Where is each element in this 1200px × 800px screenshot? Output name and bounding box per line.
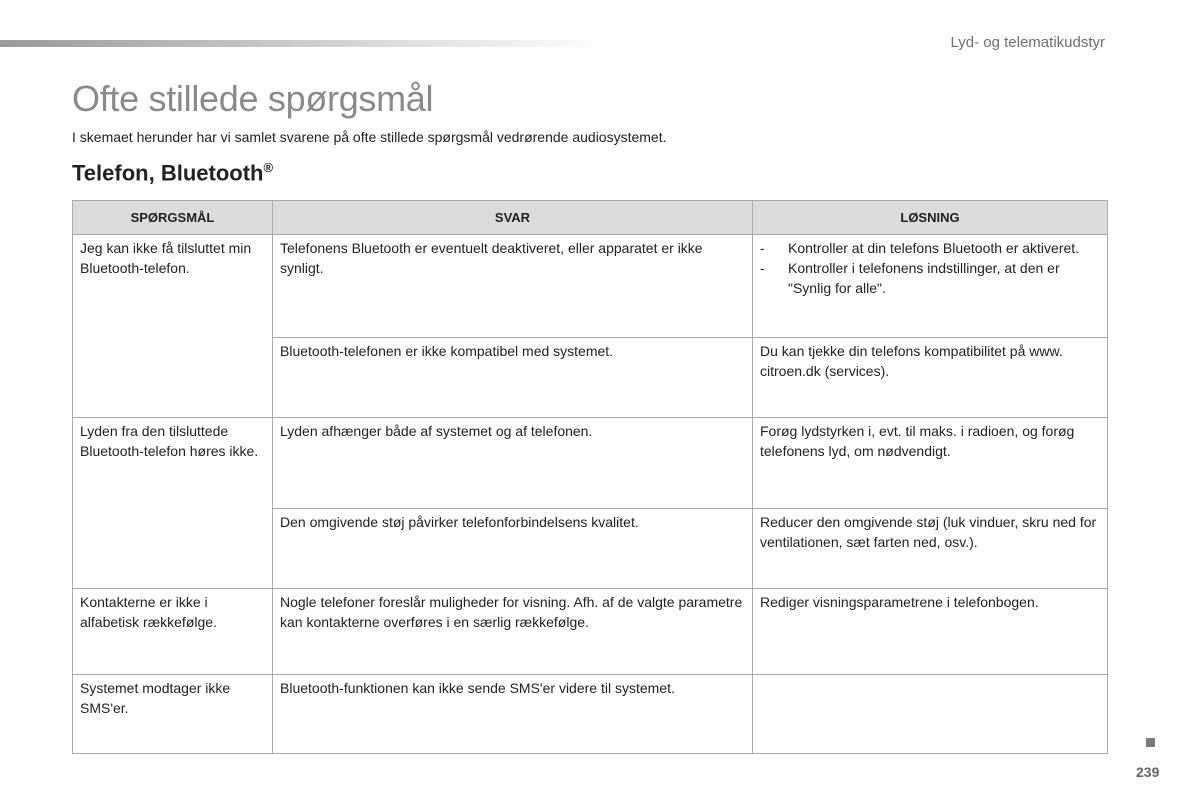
column-header-answer: SVAR xyxy=(273,201,753,235)
question-cell: Jeg kan ikke få tilsluttet min Bluetooth-telefon. xyxy=(73,235,273,418)
page-title: Ofte stillede spørgsmål xyxy=(72,78,434,119)
list-item xyxy=(760,258,1100,298)
page-marker-square xyxy=(1146,738,1155,747)
list-dash: - xyxy=(760,240,765,256)
solution-cell: Du kan tjekke din telefons kompatibilitet på www. citroen.dk (services). xyxy=(753,338,1108,418)
question-cell: Systemet modtager ikke SMS'er. xyxy=(73,675,273,754)
registered-mark: ® xyxy=(263,160,274,175)
header-gradient-bar xyxy=(0,40,610,47)
answer-cell: Telefonens Bluetooth er eventuelt deaktiveret, eller apparatet er ikke synligt. xyxy=(273,235,753,338)
answer-cell: Bluetooth-funktionen kan ikke sende SMS'er videre til systemet. xyxy=(273,675,753,754)
answer-cell: Nogle telefoner foreslår muligheder for visning. Afh. af de valgte parametre kan kontakterne overføres i en særlig rækkefølge. xyxy=(273,589,753,675)
list-item-text: Kontroller i telefonens indstillinger, at den er "Synlig for alle". xyxy=(788,260,1060,296)
section-title-text: Telefon, Bluetooth xyxy=(72,160,264,186)
table-row xyxy=(73,235,1108,338)
solution-cell: Forøg lydstyrken i, evt. til maks. i radioen, og forøg telefonens lyd, om nødvendigt. xyxy=(753,418,1108,509)
faq-table xyxy=(72,200,1108,754)
answer-cell: Den omgivende støj påvirker telefonforbindelsens kvalitet. xyxy=(273,509,753,589)
table-row xyxy=(73,675,1108,754)
column-header-question: SPØRGSMÅL xyxy=(73,201,273,235)
answer-cell: Bluetooth-telefonen er ikke kompatibel med systemet. xyxy=(273,338,753,418)
intro-text: I skemaet herunder har vi samlet svarene på ofte stillede spørgsmål vedrørende audiosystemet. xyxy=(72,129,667,145)
solution-cell xyxy=(753,235,1108,338)
list-item-text: Kontroller at din telefons Bluetooth er aktiveret. xyxy=(788,240,1080,256)
table-row xyxy=(73,418,1108,509)
list-item xyxy=(760,238,1100,258)
table-row xyxy=(73,589,1108,675)
chapter-title: Lyd- og telematikudstyr xyxy=(950,34,1105,51)
solution-list xyxy=(760,238,1100,298)
solution-cell: Reducer den omgivende støj (luk vinduer, skru ned for ventilationen, sæt farten ned, osv.). xyxy=(753,509,1108,589)
solution-cell xyxy=(753,675,1108,754)
list-dash: - xyxy=(760,260,765,276)
page-number: 239 xyxy=(1136,764,1160,780)
answer-cell: Lyden afhænger både af systemet og af telefonen. xyxy=(273,418,753,509)
column-header-solution: LØSNING xyxy=(753,201,1108,235)
solution-cell: Rediger visningsparametrene i telefonbogen. xyxy=(753,589,1108,675)
question-cell: Kontakterne er ikke i alfabetisk rækkefølge. xyxy=(73,589,273,675)
question-cell: Lyden fra den tilsluttede Bluetooth-telefon høres ikke. xyxy=(73,418,273,589)
table-header-row xyxy=(73,201,1108,235)
section-title xyxy=(72,160,273,186)
